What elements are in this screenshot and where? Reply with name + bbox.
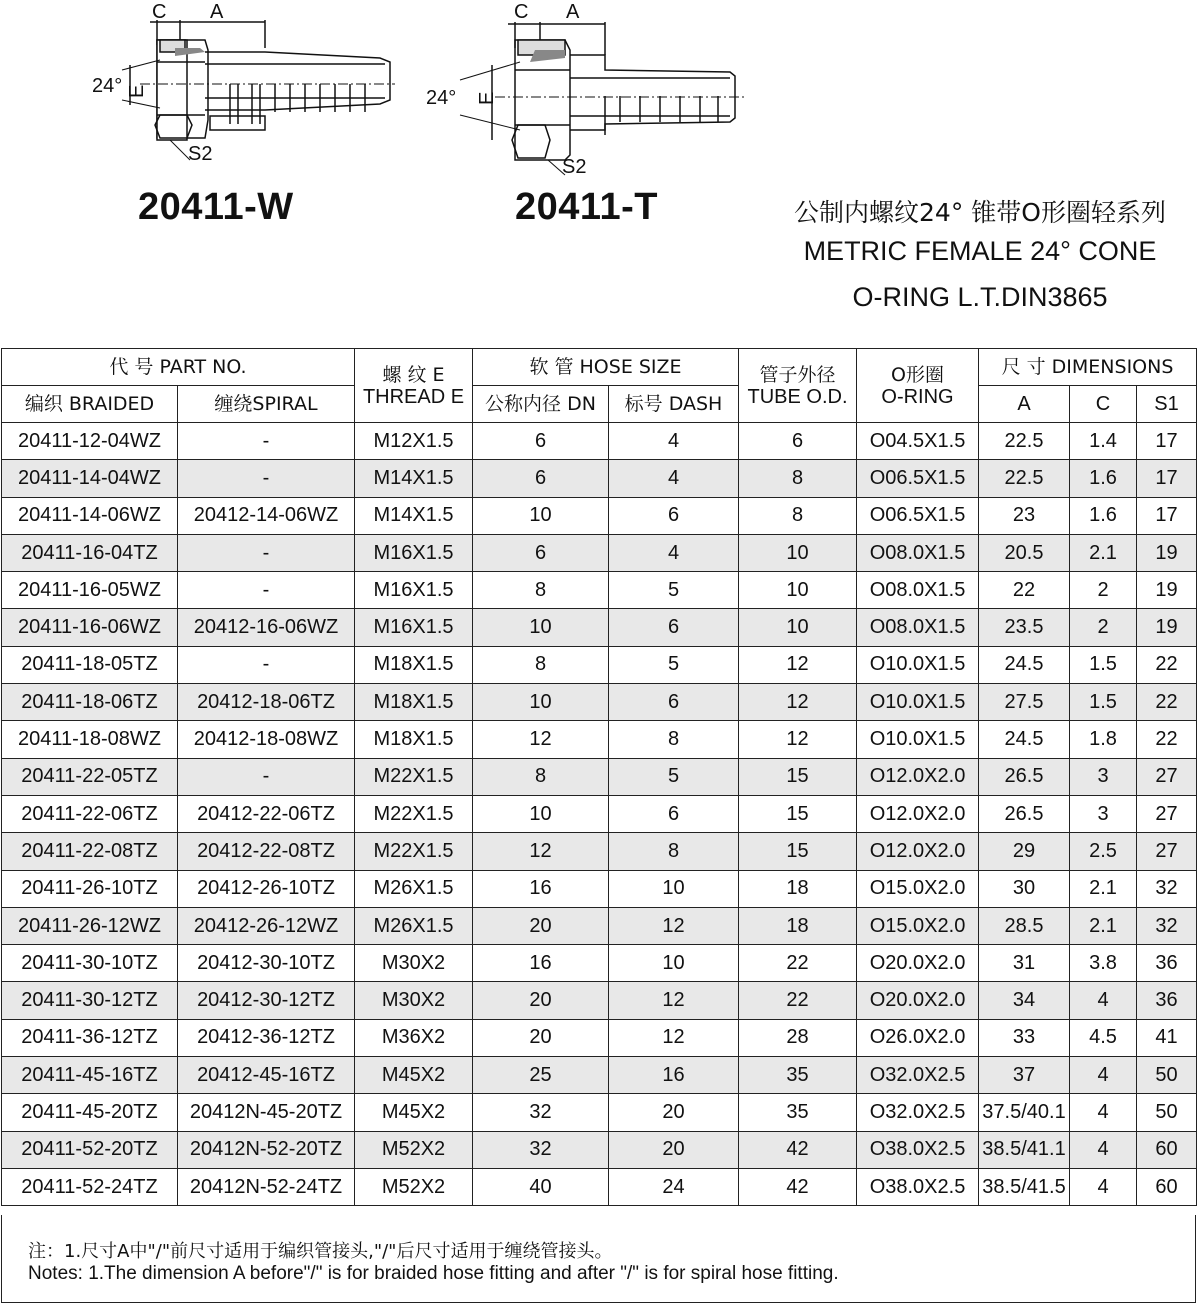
- cell-spiral: 20412-22-06TZ: [178, 795, 355, 832]
- cell-spiral: 20412-36-12TZ: [178, 1019, 355, 1056]
- cell-dn: 16: [473, 945, 609, 982]
- cell-braided: 20411-16-04TZ: [2, 534, 178, 571]
- spec-table-body: [2, 423, 1197, 1206]
- cell-spiral: 20412-18-08WZ: [178, 721, 355, 758]
- note-english: Notes: 1.The dimension A before"/" is for braided hose fitting and after "/" is for spiral hose fitting.: [28, 1263, 839, 1284]
- cell-thread: M22X1.5: [355, 833, 473, 870]
- cell-oring: O12.0X2.0: [857, 758, 979, 795]
- table-row: [2, 534, 1197, 571]
- title-english-line2: O-RING L.T.DIN3865: [852, 282, 1108, 312]
- cell-braided: 20411-22-08TZ: [2, 833, 178, 870]
- cell-dim-s1: 19: [1137, 572, 1197, 609]
- header-dn: 公称内径 DN: [473, 386, 609, 423]
- table-row: [2, 1057, 1197, 1094]
- cell-tube-od: 12: [739, 684, 857, 721]
- table-row: [2, 460, 1197, 497]
- cell-dim-c: 2.1: [1070, 870, 1137, 907]
- cell-dash: 10: [609, 945, 739, 982]
- cell-dim-a: 33: [979, 1019, 1070, 1056]
- cell-thread: M52X2: [355, 1131, 473, 1168]
- cell-tube-od: 6: [739, 423, 857, 460]
- table-row: [2, 833, 1197, 870]
- cell-dim-c: 3: [1070, 795, 1137, 832]
- cell-tube-od: 15: [739, 758, 857, 795]
- cell-dim-s1: 36: [1137, 982, 1197, 1019]
- cell-dn: 10: [473, 684, 609, 721]
- cell-dim-a: 22: [979, 572, 1070, 609]
- cell-braided: 20411-18-05TZ: [2, 646, 178, 683]
- cell-tube-od: 12: [739, 646, 857, 683]
- cell-braided: 20411-52-20TZ: [2, 1131, 178, 1168]
- cell-spiral: 20412-26-10TZ: [178, 870, 355, 907]
- cell-dash: 8: [609, 833, 739, 870]
- cell-dash: 10: [609, 870, 739, 907]
- cell-dim-c: 4: [1070, 1094, 1137, 1131]
- cell-dn: 25: [473, 1057, 609, 1094]
- cell-dim-s1: 60: [1137, 1168, 1197, 1205]
- cell-tube-od: 35: [739, 1057, 857, 1094]
- cell-dim-s1: 41: [1137, 1019, 1197, 1056]
- cell-dn: 10: [473, 497, 609, 534]
- cell-oring: O10.0X1.5: [857, 646, 979, 683]
- dim-e-label-t: E: [476, 91, 498, 105]
- cell-braided: 20411-16-05WZ: [2, 572, 178, 609]
- cell-dim-c: 1.4: [1070, 423, 1137, 460]
- cell-dim-c: 4: [1070, 1131, 1137, 1168]
- cell-dash: 4: [609, 423, 739, 460]
- angle-label-t: 24°: [426, 87, 457, 109]
- cell-dim-s1: 22: [1137, 646, 1197, 683]
- cell-oring: O12.0X2.0: [857, 795, 979, 832]
- cell-dim-c: 2: [1070, 572, 1137, 609]
- cell-tube-od: 22: [739, 982, 857, 1019]
- dim-c-label-t: C: [514, 1, 529, 23]
- cell-dn: 8: [473, 758, 609, 795]
- cell-dash: 12: [609, 982, 739, 1019]
- cell-thread: M30X2: [355, 982, 473, 1019]
- cell-spiral: -: [178, 534, 355, 571]
- cell-oring: O12.0X2.0: [857, 833, 979, 870]
- cell-dash: 6: [609, 609, 739, 646]
- header-spiral: 缠绕SPIRAL: [178, 386, 355, 423]
- table-row: [2, 758, 1197, 795]
- cell-tube-od: 12: [739, 721, 857, 758]
- cell-dim-s1: 17: [1137, 460, 1197, 497]
- cell-oring: O32.0X2.5: [857, 1057, 979, 1094]
- cell-dim-a: 28.5: [979, 907, 1070, 944]
- cell-dash: 8: [609, 721, 739, 758]
- cell-braided: 20411-30-10TZ: [2, 945, 178, 982]
- cell-spiral: 20412-18-06TZ: [178, 684, 355, 721]
- cell-braided: 20411-14-04WZ: [2, 460, 178, 497]
- dim-a-label-w: A: [210, 1, 224, 23]
- cell-braided: 20411-26-10TZ: [2, 870, 178, 907]
- cell-spiral: 20412-14-06WZ: [178, 497, 355, 534]
- cell-tube-od: 35: [739, 1094, 857, 1131]
- cell-dim-s1: 19: [1137, 534, 1197, 571]
- dim-e-label-w: E: [126, 84, 148, 98]
- cell-dn: 8: [473, 572, 609, 609]
- table-row: [2, 497, 1197, 534]
- cell-dash: 5: [609, 572, 739, 609]
- cell-spiral: -: [178, 572, 355, 609]
- cell-dn: 20: [473, 1019, 609, 1056]
- cell-dn: 32: [473, 1094, 609, 1131]
- cell-dim-a: 37.5/40.1: [979, 1094, 1070, 1131]
- cell-dim-c: 2.1: [1070, 534, 1137, 571]
- cell-dim-a: 38.5/41.1: [979, 1131, 1070, 1168]
- cell-oring: O08.0X1.5: [857, 534, 979, 571]
- cell-dim-a: 22.5: [979, 423, 1070, 460]
- cell-dim-a: 31: [979, 945, 1070, 982]
- cell-thread: M22X1.5: [355, 795, 473, 832]
- cell-dash: 20: [609, 1094, 739, 1131]
- header-thread-cn: 螺 纹 E: [382, 363, 445, 386]
- cell-dim-c: 4.5: [1070, 1019, 1137, 1056]
- cell-spiral: 20412N-52-24TZ: [178, 1168, 355, 1205]
- cell-oring: O26.0X2.0: [857, 1019, 979, 1056]
- cell-thread: M18X1.5: [355, 684, 473, 721]
- cell-dim-a: 24.5: [979, 646, 1070, 683]
- cell-dim-s1: 22: [1137, 684, 1197, 721]
- cell-braided: 20411-45-16TZ: [2, 1057, 178, 1094]
- header-dim-c: C: [1070, 386, 1137, 423]
- cell-thread: M16X1.5: [355, 609, 473, 646]
- cell-tube-od: 22: [739, 945, 857, 982]
- cell-thread: M16X1.5: [355, 534, 473, 571]
- cell-oring: O04.5X1.5: [857, 423, 979, 460]
- header-dash: 标号 DASH: [609, 386, 739, 423]
- cell-thread: M36X2: [355, 1019, 473, 1056]
- cell-dim-c: 1.8: [1070, 721, 1137, 758]
- cell-tube-od: 8: [739, 460, 857, 497]
- table-row: [2, 646, 1197, 683]
- cell-thread: M18X1.5: [355, 721, 473, 758]
- cell-braided: 20411-36-12TZ: [2, 1019, 178, 1056]
- cell-tube-od: 42: [739, 1168, 857, 1205]
- cell-dim-a: 22.5: [979, 460, 1070, 497]
- cell-spiral: -: [178, 423, 355, 460]
- header-tube-en: TUBE O.D.: [747, 385, 848, 408]
- cell-oring: O06.5X1.5: [857, 497, 979, 534]
- dim-a-label-t: A: [566, 1, 580, 23]
- table-row: [2, 1094, 1197, 1131]
- cell-oring: O38.0X2.5: [857, 1131, 979, 1168]
- cell-oring: O06.5X1.5: [857, 460, 979, 497]
- table-row: [2, 1019, 1197, 1056]
- cell-dim-c: 2: [1070, 609, 1137, 646]
- dim-c-label-w: C: [152, 1, 167, 23]
- cell-tube-od: 15: [739, 833, 857, 870]
- header-part-no: 代 号 PART NO.: [2, 349, 355, 386]
- cell-tube-od: 10: [739, 609, 857, 646]
- cell-dash: 4: [609, 534, 739, 571]
- cell-braided: 20411-52-24TZ: [2, 1168, 178, 1205]
- cell-dim-s1: 32: [1137, 870, 1197, 907]
- cell-dim-a: 24.5: [979, 721, 1070, 758]
- header-tube-od: [739, 349, 857, 423]
- title-english-line1: METRIC FEMALE 24° CONE: [803, 236, 1157, 266]
- cell-braided: 20411-26-12WZ: [2, 907, 178, 944]
- spec-table: [1, 348, 1197, 1206]
- header-tube-cn: 管子外径: [759, 363, 836, 386]
- header-dim-s1: S1: [1137, 386, 1197, 423]
- cell-oring: O08.0X1.5: [857, 572, 979, 609]
- cell-spiral: 20412-30-10TZ: [178, 945, 355, 982]
- notes-box: [1, 1215, 1196, 1303]
- cell-thread: M18X1.5: [355, 646, 473, 683]
- cell-dn: 10: [473, 795, 609, 832]
- cell-braided: 20411-18-06TZ: [2, 684, 178, 721]
- cell-spiral: 20412-30-12TZ: [178, 982, 355, 1019]
- cell-dn: 20: [473, 982, 609, 1019]
- title-chinese: 公制内螺纹24° 锥带O形圈轻系列: [794, 198, 1166, 227]
- table-row: [2, 945, 1197, 982]
- cell-oring: O08.0X1.5: [857, 609, 979, 646]
- cell-braided: 20411-18-08WZ: [2, 721, 178, 758]
- dim-s2-label-w: S2: [188, 143, 213, 165]
- dim-s2-label-t: S2: [562, 156, 587, 178]
- cell-dim-c: 1.6: [1070, 460, 1137, 497]
- drawing-20411-w: [122, 20, 395, 160]
- cell-dash: 20: [609, 1131, 739, 1168]
- cell-dash: 5: [609, 758, 739, 795]
- cell-spiral: 20412-26-12WZ: [178, 907, 355, 944]
- cell-dn: 16: [473, 870, 609, 907]
- cell-dim-a: 38.5/41.5: [979, 1168, 1070, 1205]
- cell-braided: 20411-12-04WZ: [2, 423, 178, 460]
- cell-thread: M30X2: [355, 945, 473, 982]
- cell-dim-s1: 32: [1137, 907, 1197, 944]
- cell-dn: 6: [473, 534, 609, 571]
- cell-dim-a: 23.5: [979, 609, 1070, 646]
- header-hose-size: 软 管 HOSE SIZE: [473, 349, 739, 386]
- cell-oring: O15.0X2.0: [857, 907, 979, 944]
- cell-tube-od: 8: [739, 497, 857, 534]
- cell-spiral: 20412-16-06WZ: [178, 609, 355, 646]
- cell-dash: 16: [609, 1057, 739, 1094]
- cell-spiral: -: [178, 758, 355, 795]
- cell-dim-s1: 36: [1137, 945, 1197, 982]
- cell-dim-a: 26.5: [979, 795, 1070, 832]
- cell-oring: O10.0X1.5: [857, 684, 979, 721]
- cell-spiral: 20412N-45-20TZ: [178, 1094, 355, 1131]
- cell-dim-c: 4: [1070, 982, 1137, 1019]
- header-braided: 编织 BRAIDED: [2, 386, 178, 423]
- cell-braided: 20411-22-06TZ: [2, 795, 178, 832]
- cell-dn: 12: [473, 721, 609, 758]
- cell-thread: M45X2: [355, 1094, 473, 1131]
- cell-oring: O32.0X2.5: [857, 1094, 979, 1131]
- cell-oring: O20.0X2.0: [857, 982, 979, 1019]
- cell-spiral: 20412-45-16TZ: [178, 1057, 355, 1094]
- angle-label-w: 24°: [92, 75, 123, 97]
- model-label-20411-w: 20411-W: [138, 186, 294, 228]
- cell-braided: 20411-45-20TZ: [2, 1094, 178, 1131]
- cell-dn: 10: [473, 609, 609, 646]
- cell-dash: 6: [609, 795, 739, 832]
- cell-dash: 24: [609, 1168, 739, 1205]
- cell-dn: 12: [473, 833, 609, 870]
- cell-thread: M22X1.5: [355, 758, 473, 795]
- cell-dim-a: 30: [979, 870, 1070, 907]
- note-chinese: 注：1.尺寸A中"/"前尺寸适用于编织管接头,"/"后尺寸适用于缠绕管接头。: [28, 1241, 613, 1262]
- table-row: [2, 1168, 1197, 1205]
- cell-dim-a: 37: [979, 1057, 1070, 1094]
- cell-dim-s1: 60: [1137, 1131, 1197, 1168]
- cell-dn: 6: [473, 423, 609, 460]
- cell-thread: M14X1.5: [355, 497, 473, 534]
- cell-braided: 20411-30-12TZ: [2, 982, 178, 1019]
- cell-dim-a: 23: [979, 497, 1070, 534]
- cell-dim-a: 34: [979, 982, 1070, 1019]
- cell-dim-c: 3.8: [1070, 945, 1137, 982]
- cell-oring: O20.0X2.0: [857, 945, 979, 982]
- cell-tube-od: 10: [739, 534, 857, 571]
- cell-dash: 6: [609, 497, 739, 534]
- cell-dim-s1: 27: [1137, 795, 1197, 832]
- cell-oring: O10.0X1.5: [857, 721, 979, 758]
- table-row: [2, 423, 1197, 460]
- header-thread-en: THREAD E: [362, 385, 465, 408]
- cell-tube-od: 10: [739, 572, 857, 609]
- cell-thread: M52X2: [355, 1168, 473, 1205]
- cell-dim-s1: 17: [1137, 423, 1197, 460]
- cell-dim-c: 2.5: [1070, 833, 1137, 870]
- model-label-20411-t: 20411-T: [515, 186, 658, 228]
- cell-spiral: 20412N-52-20TZ: [178, 1131, 355, 1168]
- cell-tube-od: 18: [739, 907, 857, 944]
- cell-dn: 8: [473, 646, 609, 683]
- cell-dim-s1: 22: [1137, 721, 1197, 758]
- cell-thread: M16X1.5: [355, 572, 473, 609]
- cell-dim-a: 20.5: [979, 534, 1070, 571]
- cell-dn: 6: [473, 460, 609, 497]
- header-dimensions: 尺 寸 DIMENSIONS: [979, 349, 1197, 386]
- cell-dim-s1: 17: [1137, 497, 1197, 534]
- cell-dim-s1: 19: [1137, 609, 1197, 646]
- cell-braided: 20411-22-05TZ: [2, 758, 178, 795]
- cell-thread: M26X1.5: [355, 870, 473, 907]
- cell-spiral: -: [178, 646, 355, 683]
- cell-oring: O38.0X2.5: [857, 1168, 979, 1205]
- table-row: [2, 795, 1197, 832]
- cell-tube-od: 15: [739, 795, 857, 832]
- cell-dash: 6: [609, 684, 739, 721]
- table-row: [2, 572, 1197, 609]
- cell-dash: 12: [609, 907, 739, 944]
- header-oring: [857, 349, 979, 423]
- cell-dim-s1: 27: [1137, 833, 1197, 870]
- header-dim-a: A: [979, 386, 1070, 423]
- cell-dim-c: 1.6: [1070, 497, 1137, 534]
- cell-tube-od: 42: [739, 1131, 857, 1168]
- cell-dim-c: 1.5: [1070, 684, 1137, 721]
- cell-dash: 12: [609, 1019, 739, 1056]
- cell-thread: M14X1.5: [355, 460, 473, 497]
- cell-dim-s1: 27: [1137, 758, 1197, 795]
- table-row: [2, 609, 1197, 646]
- drawing-20411-t: [460, 22, 745, 175]
- header-thread: [355, 349, 473, 423]
- header-oring-en: O-RING: [881, 385, 954, 408]
- cell-tube-od: 28: [739, 1019, 857, 1056]
- cell-dim-s1: 50: [1137, 1094, 1197, 1131]
- table-row: [2, 721, 1197, 758]
- cell-dn: 32: [473, 1131, 609, 1168]
- cell-dn: 40: [473, 1168, 609, 1205]
- cell-dim-c: 3: [1070, 758, 1137, 795]
- cell-thread: M12X1.5: [355, 423, 473, 460]
- cell-dim-c: 1.5: [1070, 646, 1137, 683]
- cell-thread: M26X1.5: [355, 907, 473, 944]
- cell-dim-a: 29: [979, 833, 1070, 870]
- table-row: [2, 907, 1197, 944]
- cell-dash: 4: [609, 460, 739, 497]
- spec-table-header: [2, 349, 1197, 423]
- table-row: [2, 870, 1197, 907]
- cell-dim-c: 4: [1070, 1168, 1137, 1205]
- cell-dim-c: 2.1: [1070, 907, 1137, 944]
- table-row: [2, 982, 1197, 1019]
- cell-dim-a: 26.5: [979, 758, 1070, 795]
- cell-dim-s1: 50: [1137, 1057, 1197, 1094]
- cell-spiral: -: [178, 460, 355, 497]
- cell-braided: 20411-14-06WZ: [2, 497, 178, 534]
- cell-dim-c: 4: [1070, 1057, 1137, 1094]
- cell-thread: M45X2: [355, 1057, 473, 1094]
- cell-dash: 5: [609, 646, 739, 683]
- cell-dn: 20: [473, 907, 609, 944]
- cell-dim-a: 27.5: [979, 684, 1070, 721]
- cell-braided: 20411-16-06WZ: [2, 609, 178, 646]
- header-oring-cn: O形圈: [891, 363, 944, 386]
- cell-oring: O15.0X2.0: [857, 870, 979, 907]
- table-row: [2, 684, 1197, 721]
- cell-spiral: 20412-22-08TZ: [178, 833, 355, 870]
- table-row: [2, 1131, 1197, 1168]
- cell-tube-od: 18: [739, 870, 857, 907]
